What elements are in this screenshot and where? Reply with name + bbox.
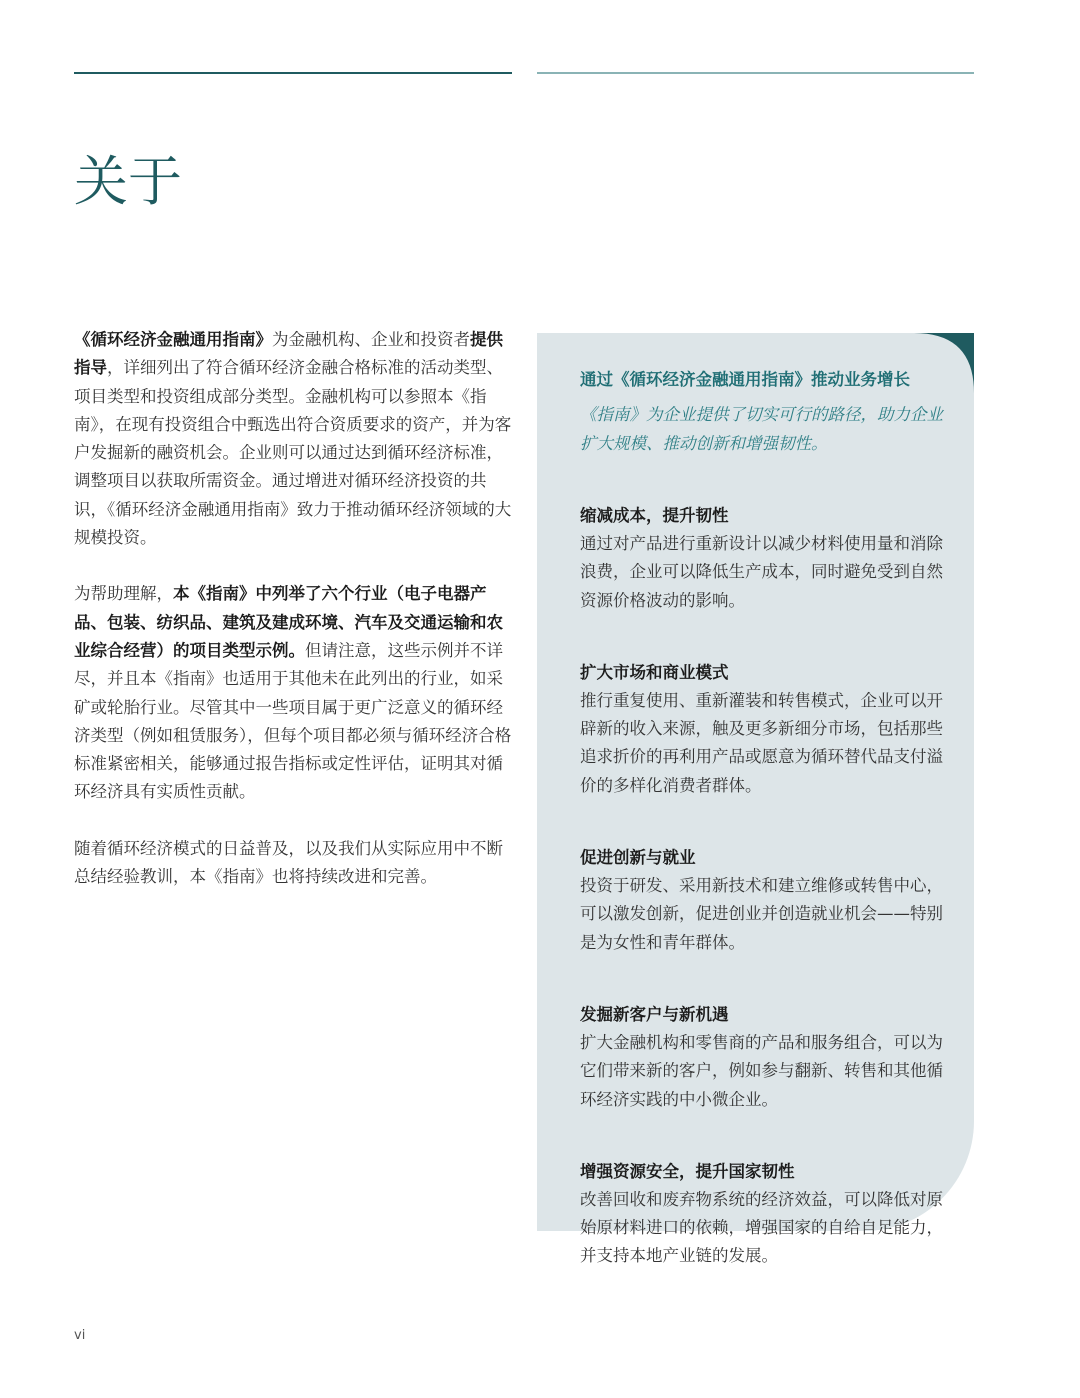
benefit-section <box>580 502 950 615</box>
benefit-section <box>580 1001 950 1114</box>
page-number: vi <box>74 1328 86 1343</box>
benefit-body: 扩大金融机构和零售商的产品和服务组合，可以为它们带来新的客户，例如参与翻新、转售和其他循环经济实践的中小微企业。 <box>580 1032 943 1109</box>
guidance-bold: 提供指导 <box>74 330 503 378</box>
benefit-section <box>580 1158 950 1271</box>
panel-intro: 《指南》为企业提供了切实可行的路径，助力企业扩大规模、推动创新和增强韧性。 <box>580 405 943 453</box>
benefit-title: 增强资源安全，提升国家韧性 <box>580 1161 795 1181</box>
industries-bold: 本《指南》中列举了六个行业（电子电器产品、包装、纺织品、建筑及建成环境、汽车及交通运输和农业综合经营）的项目类型示例。 <box>74 584 503 660</box>
benefit-title: 发掘新客户与新机遇 <box>580 1004 729 1024</box>
header-rule-right <box>537 72 974 74</box>
intro-paragraph: 《循环经济金融通用指南》为金融机构、企业和投资者提供指导，详细列出了符合循环经济金融合格标准的活动类型、项目类型和投资组成部分类型。金融机构可以参照本《指南》，在现有投资组合中甄选出符合资质要求的资产，并为客户发掘新的融资机会。企业则可以通过达到循环经济标准，调整项目以获取所需资金。通过增进对循环经济投资的共识，《循环经济金融通用指南》致力于推动循环经济领域的大规模投资。 <box>74 330 512 548</box>
guide-title-bold: 《循环经济金融通用指南》 <box>74 330 272 349</box>
benefit-section <box>580 844 950 957</box>
industries-paragraph: 为帮助理解，本《指南》中列举了六个行业（电子电器产品、包装、纺织品、建筑及建成环境、汽车及交通运输和农业综合经营）的项目类型示例。但请注意，这些示例并不详尽，并且本《指南》也适用于其他未在此列出的行业，如采矿或轮胎行业。尽管其中一些项目属于更广泛意义的循环经济类型（例如租赁服务），但每个项目都必须与循环经济合格标准紧密相关，能够通过报告指标或定性评估，证明其对循环经济具有实质性贡献。 <box>74 584 512 802</box>
benefit-title: 缩减成本，提升韧性 <box>580 506 729 525</box>
benefit-body: 投资于研发、采用新技术和建立维修或转售中心，可以激发创新，促进创业并创造就业机会——特别是为女性和青年群体。 <box>580 876 943 952</box>
benefit-body: 改善回收和废弃物系统的经济效益，可以降低对原始原材料进口的依赖，增强国家的自给自足能力，并支持本地产业链的发展。 <box>580 1189 943 1266</box>
header-rule-left <box>74 72 512 74</box>
benefit-body: 推行重复使用、重新灌装和转售模式，企业可以开辟新的收入来源，触及更多新细分市场，包括那些追求折价的再利用产品或愿意为循环替代品支付溢价的多样化消费者群体。 <box>580 690 943 795</box>
benefit-title: 扩大市场和商业模式 <box>580 662 729 682</box>
closing-paragraph: 随着循环经济模式的日益普及，以及我们从实际应用中不断总结经验教训，本《指南》也将持续改进和完善。 <box>74 838 503 887</box>
benefit-section <box>580 659 950 800</box>
page-title: 关于 <box>74 150 182 213</box>
benefit-body: 通过对产品进行重新设计以减少材料使用量和消除浪费，企业可以降低生产成本，同时避免受到自然资源价格波动的影响。 <box>580 534 943 610</box>
business-growth-panel <box>537 333 974 1266</box>
benefit-title: 促进创新与就业 <box>580 848 696 868</box>
panel-heading: 通过《循环经济金融通用指南》推动业务增长 <box>580 370 910 389</box>
main-text-column <box>74 326 514 919</box>
